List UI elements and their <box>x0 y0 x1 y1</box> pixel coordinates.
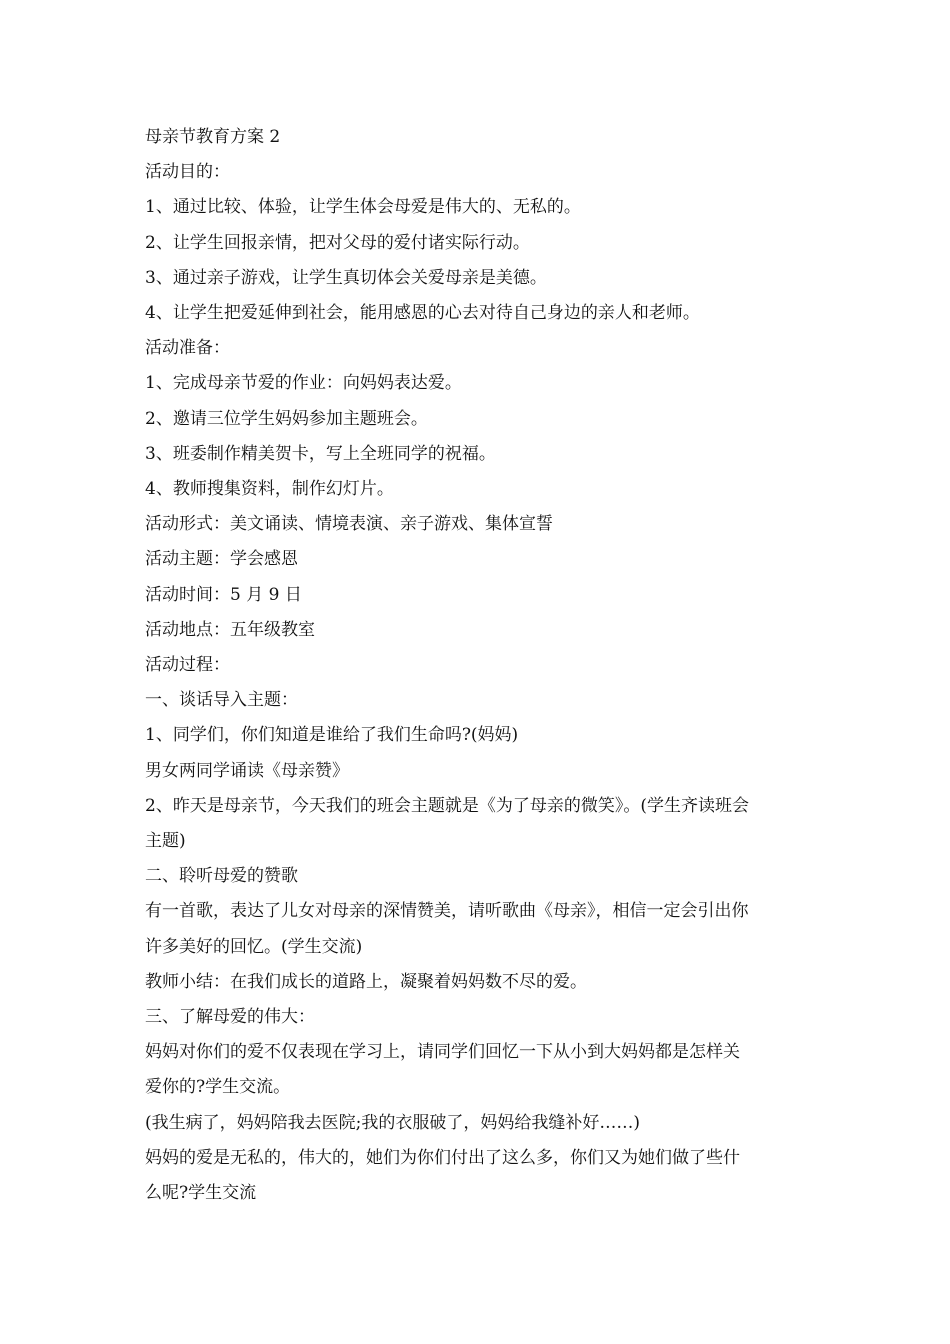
preparation-item-3: 3、班委制作精美贺卡，写上全班同学的祝福。 <box>145 443 496 464</box>
process-text: 男女两同学诵读《母亲赞》 <box>145 760 349 781</box>
purpose-item-1: 1、通过比较、体验，让学生体会母爱是伟大的、无私的。 <box>145 197 581 218</box>
section-heading-purpose: 活动目的： <box>145 162 230 183</box>
activity-time: 活动时间：5 月 9 日 <box>145 584 302 605</box>
process-text: 有一首歌，表达了儿女对母亲的深情赞美，请听歌曲《母亲》，相信一定会引出你 <box>145 901 749 922</box>
preparation-item-2: 2、邀请三位学生妈妈参加主题班会。 <box>145 408 428 429</box>
process-text: 爱你的?学生交流。 <box>145 1077 291 1098</box>
purpose-item-4: 4、让学生把爱延伸到社会，能用感恩的心去对待自己身边的亲人和老师。 <box>145 303 700 324</box>
process-step-1-heading: 一、谈话导入主题： <box>145 690 298 711</box>
process-text: 么呢?学生交流 <box>145 1183 257 1204</box>
section-heading-preparation: 活动准备： <box>145 338 230 359</box>
document-page <box>145 120 810 1211</box>
section-heading-process: 活动过程： <box>145 655 230 676</box>
process-text: 主题) <box>145 831 186 852</box>
preparation-item-4: 4、教师搜集资料，制作幻灯片。 <box>145 479 394 500</box>
teacher-summary: 教师小结：在我们成长的道路上，凝聚着妈妈数不尽的爱。 <box>145 971 587 992</box>
purpose-item-2: 2、让学生回报亲情，把对父母的爱付诸实际行动。 <box>145 232 530 253</box>
document-title: 母亲节教育方案 2 <box>145 127 281 147</box>
activity-location: 活动地点：五年级教室 <box>145 619 315 640</box>
process-text: 许多美好的回忆。(学生交流) <box>145 936 363 957</box>
activity-theme: 活动主题：学会感恩 <box>145 549 298 570</box>
process-text: 妈妈的爱是无私的，伟大的，她们为你们付出了这么多，你们又为她们做了些什 <box>145 1147 740 1168</box>
preparation-item-1: 1、完成母亲节爱的作业：向妈妈表达爱。 <box>145 373 462 394</box>
process-text: 1、同学们，你们知道是谁给了我们生命吗?(妈妈) <box>145 725 519 746</box>
process-step-2-heading: 二、聆听母爱的赞歌 <box>145 866 298 887</box>
process-text: (我生病了，妈妈陪我去医院;我的衣服破了，妈妈给我缝补好……) <box>145 1112 640 1133</box>
process-step-3-heading: 三、了解母爱的伟大： <box>145 1007 315 1028</box>
activity-format: 活动形式：美文诵读、情境表演、亲子游戏、集体宣誓 <box>145 514 553 535</box>
process-text: 妈妈对你们的爱不仅表现在学习上，请同学们回忆一下从小到大妈妈都是怎样关 <box>145 1042 740 1063</box>
process-text: 2、昨天是母亲节，今天我们的班会主题就是《为了母亲的微笑》。(学生齐读班会 <box>145 795 749 816</box>
purpose-item-3: 3、通过亲子游戏，让学生真切体会关爱母亲是美德。 <box>145 267 547 288</box>
